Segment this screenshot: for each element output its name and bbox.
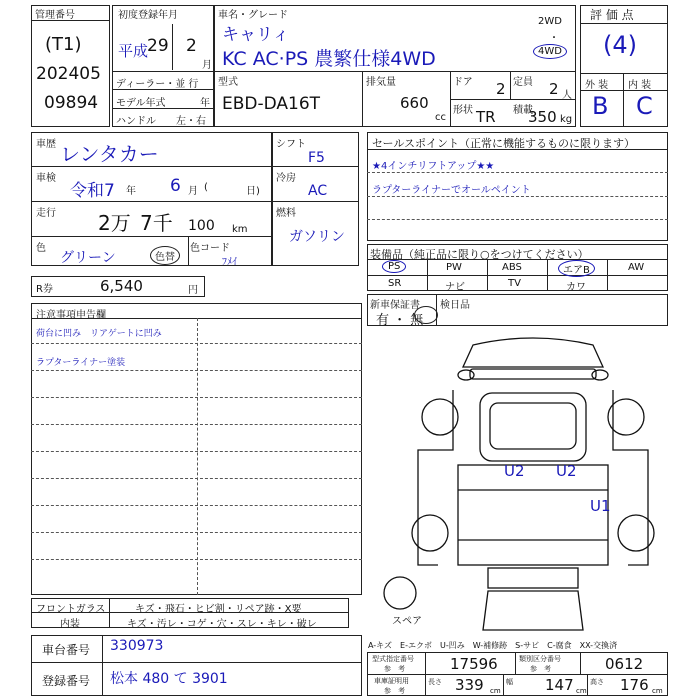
glass-value: キズ・飛石・ヒビ割・リペア跡・X要 — [135, 604, 302, 615]
glass-label: フロントガラス — [36, 604, 106, 615]
recycle-value: 6,540 — [100, 277, 143, 295]
load-unit: kg — [560, 114, 573, 125]
cap-unit: 人 — [562, 90, 572, 101]
disp-unit: cc — [435, 112, 446, 123]
sales-item-1: ★4インチリフトアップ★★ — [372, 161, 495, 172]
aircon-value: AC — [308, 183, 328, 199]
drive-2wd: 2WD — [538, 16, 562, 27]
door-label: ドア — [453, 77, 473, 88]
chassis-value: 330973 — [110, 638, 164, 654]
equip-pw: PW — [446, 262, 462, 273]
handle-label: ハンドル — [116, 116, 156, 127]
recycle-label: R券 — [36, 284, 53, 295]
length-unit: cm — [490, 687, 501, 695]
inspection-label: 車検 — [36, 173, 56, 184]
color-changed: 色替 — [150, 246, 180, 265]
date-label: 検日品 — [440, 300, 470, 311]
ext-label: 外 装 — [585, 80, 609, 91]
width-unit: cm — [576, 687, 587, 695]
cert-ref: 参 考 — [384, 687, 405, 695]
class-number-value: 0612 — [605, 655, 644, 673]
equip-tv: TV — [508, 278, 521, 289]
width-value: 147 — [545, 676, 574, 694]
equip-abs: ABS — [502, 262, 522, 273]
management-t: (T1) — [45, 34, 82, 55]
car-name: キャリィ — [222, 25, 290, 45]
equipment-label: 装備品（純正品に限り○をつけてください） — [370, 248, 589, 261]
fuel-label: 燃料 — [276, 208, 296, 219]
type-ref: 参 考 — [384, 665, 405, 673]
damage-mark-3: U1 — [590, 497, 611, 515]
dealer-label: ディーラー・並 行 — [116, 79, 199, 90]
management-num2: 09894 — [44, 93, 99, 113]
interior-value: キズ・汚レ・コゲ・穴・スレ・キレ・破レ — [127, 619, 317, 630]
reg-date-label: 初度登録年月 — [118, 10, 178, 21]
fuel-value: ガソリン — [289, 229, 345, 245]
handle-value: 左・右 — [176, 116, 206, 127]
equip-leather: カワ — [566, 282, 586, 293]
cap-value: 2 — [549, 80, 559, 98]
recycle-unit: 円 — [188, 285, 198, 296]
color-code: ﾌﾒｲ — [222, 257, 237, 268]
color-value: グリーン — [60, 250, 116, 266]
height-unit: cm — [652, 687, 663, 695]
score-label: 評 価 点 — [590, 8, 634, 22]
color-code-label: 色コード — [190, 243, 230, 254]
reg-year: 29 — [147, 36, 169, 56]
damage-legend: A-キズ E-エクボ U-凹み W-補修跡 S-サビ C-腐食 XX-交換済 — [368, 641, 618, 650]
length-value: 339 — [455, 676, 484, 694]
int-value: C — [636, 92, 653, 120]
car-diagram — [378, 335, 658, 635]
car-grade: KC AC·PS 農繁仕様4WD — [222, 48, 436, 70]
sales-item-2: ラプターライナーでオールペイント — [372, 185, 531, 196]
inspection-era: 令和7 — [70, 181, 115, 201]
warranty-label: 新車保証書 — [370, 300, 420, 311]
inspection-nen: 年 — [126, 186, 136, 197]
reg-month: 2 — [186, 36, 197, 56]
registration-value: 松本 480 て 3901 — [110, 671, 228, 687]
management-num1: 202405 — [36, 64, 101, 84]
height-label: 高さ — [590, 678, 604, 686]
shift-label: シフト — [276, 139, 306, 150]
model-year-label: モデル年式 — [116, 98, 166, 109]
disp-label: 排気量 — [366, 77, 396, 88]
door-value: 2 — [496, 80, 506, 98]
type-number-label: 型式指定番号 — [372, 655, 414, 663]
model-value: EBD-DA16T — [222, 94, 321, 114]
inspection-day-close: 日) — [246, 186, 260, 197]
class-ref: 参 考 — [530, 665, 551, 673]
equip-airbag: エアB — [558, 260, 595, 277]
chassis-label: 車台番号 — [42, 643, 91, 657]
history-label: 車歴 — [36, 139, 56, 150]
equip-navi: ナビ — [445, 282, 465, 293]
inspection-day-open: ( — [204, 182, 208, 193]
mileage-sen: 7千 — [140, 211, 173, 235]
disp-value: 660 — [400, 94, 429, 112]
class-number-label: 類別区分番号 — [519, 655, 561, 663]
shape-value: TR — [476, 108, 496, 126]
mileage-hyaku: 100 — [188, 218, 215, 234]
length-label: 長さ — [428, 678, 442, 686]
color-label: 色 — [36, 243, 46, 254]
registration-label: 登録番号 — [42, 674, 91, 688]
car-label: 車名・グレード — [218, 10, 288, 21]
drive-dot: ・ — [549, 33, 559, 44]
management-label: 管理番号 — [35, 10, 75, 21]
interior-label: 内装 — [60, 619, 80, 630]
model-year-unit: 年 — [200, 98, 210, 109]
mileage-man: 2万 — [98, 211, 131, 235]
shift-value: F5 — [308, 150, 325, 166]
damage-mark-2: U2 — [556, 462, 577, 480]
reg-era: 平成 — [118, 42, 149, 60]
reg-month-unit: 月 — [202, 60, 212, 71]
drive-4wd: 4WD — [533, 44, 567, 59]
cap-label: 定員 — [513, 77, 533, 88]
mileage-label: 走行 — [36, 208, 56, 219]
type-number-value: 17596 — [450, 655, 498, 673]
history-value: レンタカー — [60, 142, 159, 166]
warranty-circle — [414, 306, 438, 324]
ext-value: B — [592, 92, 609, 120]
equip-aw: AW — [628, 262, 645, 273]
height-value: 176 — [620, 676, 649, 694]
inspection-month: 6 — [170, 176, 181, 196]
notes-label: 注意事項申告欄 — [36, 310, 106, 321]
sales-label: セールスポイント（正常に機能するものに限ります） — [372, 137, 636, 150]
spare-label: スペア — [392, 616, 422, 627]
int-label: 内 装 — [628, 80, 652, 91]
warranty-value: 有 ・ 無 — [376, 313, 424, 328]
score-value: (4) — [603, 31, 637, 59]
notes-item-2: ラプターライナー塗装 — [36, 358, 126, 368]
model-label: 型式 — [218, 77, 238, 88]
aircon-label: 冷房 — [276, 173, 296, 184]
load-value: 350 — [528, 108, 557, 126]
load-label: 積載 — [513, 105, 533, 116]
shape-label: 形状 — [453, 105, 473, 116]
mileage-unit: km — [232, 224, 248, 235]
damage-mark-1: U2 — [504, 462, 525, 480]
width-label: 幅 — [506, 678, 513, 686]
cert-label: 車庫証明用 — [374, 677, 409, 685]
notes-item-1: 荷台に凹み リアゲートに凹み — [36, 329, 162, 339]
inspection-month-unit: 月 — [188, 186, 198, 197]
equip-ps: PS — [382, 260, 406, 273]
equip-sr: SR — [388, 278, 402, 289]
